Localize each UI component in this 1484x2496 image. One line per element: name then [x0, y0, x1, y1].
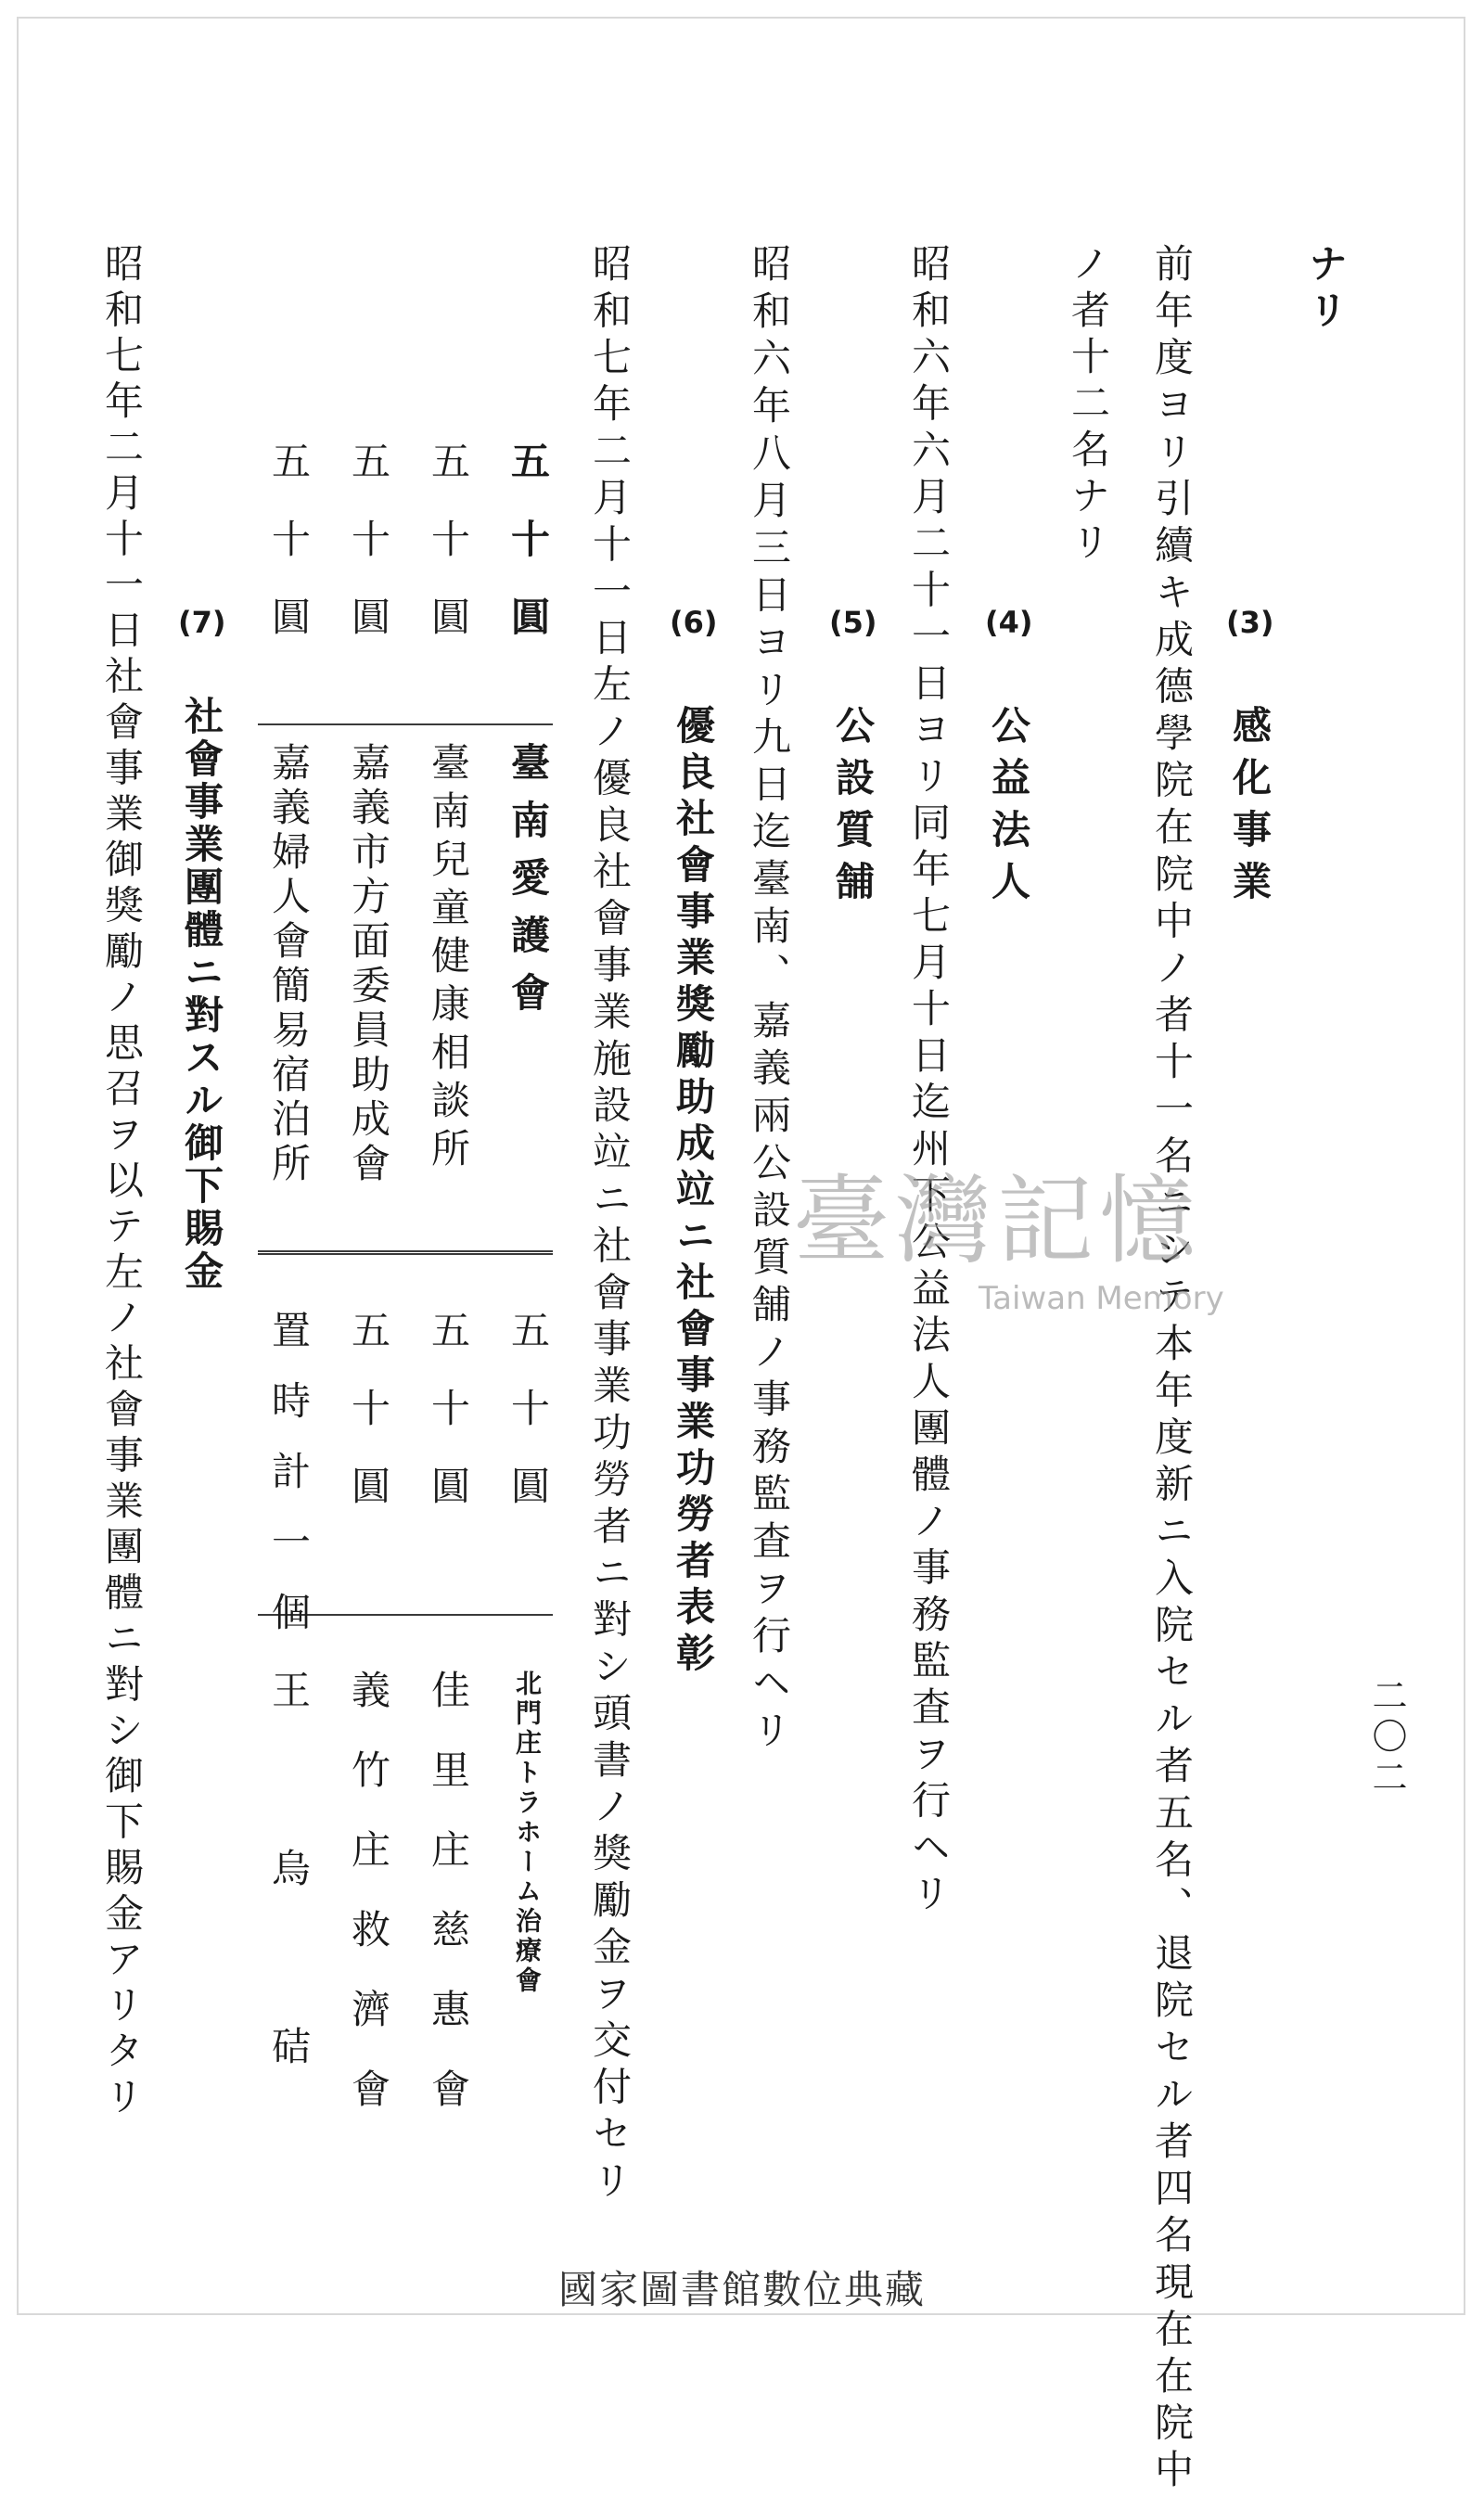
grant-recipient-5: 北門庄トラホーム治療會: [512, 1670, 543, 1996]
grant-amount-5: 五十圓: [505, 1310, 551, 1543]
grant-amount-7: 五十圓: [346, 1310, 391, 1543]
text-column-20: 昭和七年二月十一日社會事業御獎勵ノ思召ヲ以テ左ノ社會事業團體ニ對シ御下賜金アリタリ: [99, 243, 145, 2122]
grant-recipient-3: 嘉義市方面委員助成會: [346, 742, 391, 1187]
grant-recipient-6: 佳里庄慈惠會: [426, 1670, 471, 2148]
grant-recipient-1: 臺南愛護會: [505, 742, 551, 1030]
grant-recipient-2: 臺南兒童健康相談所: [426, 742, 471, 1176]
table-divider-upper: [258, 723, 553, 725]
watermark-logo: 臺灣記憶: [793, 1164, 1202, 1277]
table-divider-middle: [258, 1250, 553, 1255]
section-title-5: 公設質舗: [830, 705, 876, 913]
grant-amount-4: 五十圓: [266, 441, 312, 674]
grant-recipient-4: 嘉義婦人會簡易宿泊所: [266, 742, 312, 1187]
section-title-7: 社會事業團體ニ對スル御下賜金: [179, 696, 224, 1293]
watermark-subtitle: Taiwan Memory: [979, 1280, 1224, 1317]
page-border: [17, 17, 1465, 2315]
text-column-1: ナリ: [1303, 243, 1349, 336]
section-number-4: (4): [985, 605, 1033, 640]
text-column-11: 昭和六年八月三日ヨリ九日迄臺南、嘉義兩公設質舗ノ事務監査ヲ行ヘリ: [747, 243, 792, 1757]
grant-amount-1: 五十圓: [505, 441, 551, 674]
grant-amount-6: 五十圓: [426, 1310, 471, 1543]
footer-credit: 國家圖書館數位典藏: [557, 2267, 926, 2312]
section-number-5: (5): [829, 605, 877, 640]
text-column-14: 昭和七年二月十一日左ノ優良社會事業施設竝ニ社會事業功勞者ニ對シ頭書ノ獎勵金ヲ交付セリ: [587, 243, 633, 2207]
grant-recipient-7: 義竹庄救濟會: [346, 1670, 391, 2148]
grant-amount-3: 五十圓: [346, 441, 391, 674]
section-title-3: 感化事業: [1227, 705, 1273, 913]
grant-amount-2: 五十圓: [426, 441, 471, 674]
section-title-4: 公益法人: [986, 705, 1031, 913]
section-title-6: 優良社會事業獎勵助成竝ニ社會事業功勞者表彰: [671, 705, 716, 1679]
grant-recipient-8: 王烏硈: [266, 1670, 312, 2204]
grant-amount-8: 置時計一個: [266, 1310, 312, 1662]
section-number-7: (7): [178, 605, 226, 640]
page-number: 二〇二: [1366, 1677, 1407, 1799]
section-number-3: (3): [1226, 605, 1274, 640]
section-number-6: (6): [670, 605, 718, 640]
text-column-2: 前年度ヨリ引續キ成德學院在院中ノ者十一名ニシテ本年度新ニ入院セル者五名、退院セル者四名現在在院中: [1149, 243, 1195, 2496]
text-column-9: 昭和六年六月二十一日ヨリ同年七月十日迄州下公益法人團體ノ事務監査ヲ行ヘリ: [906, 243, 952, 1920]
text-column-3: ノ者十二名ナリ: [1066, 243, 1111, 568]
